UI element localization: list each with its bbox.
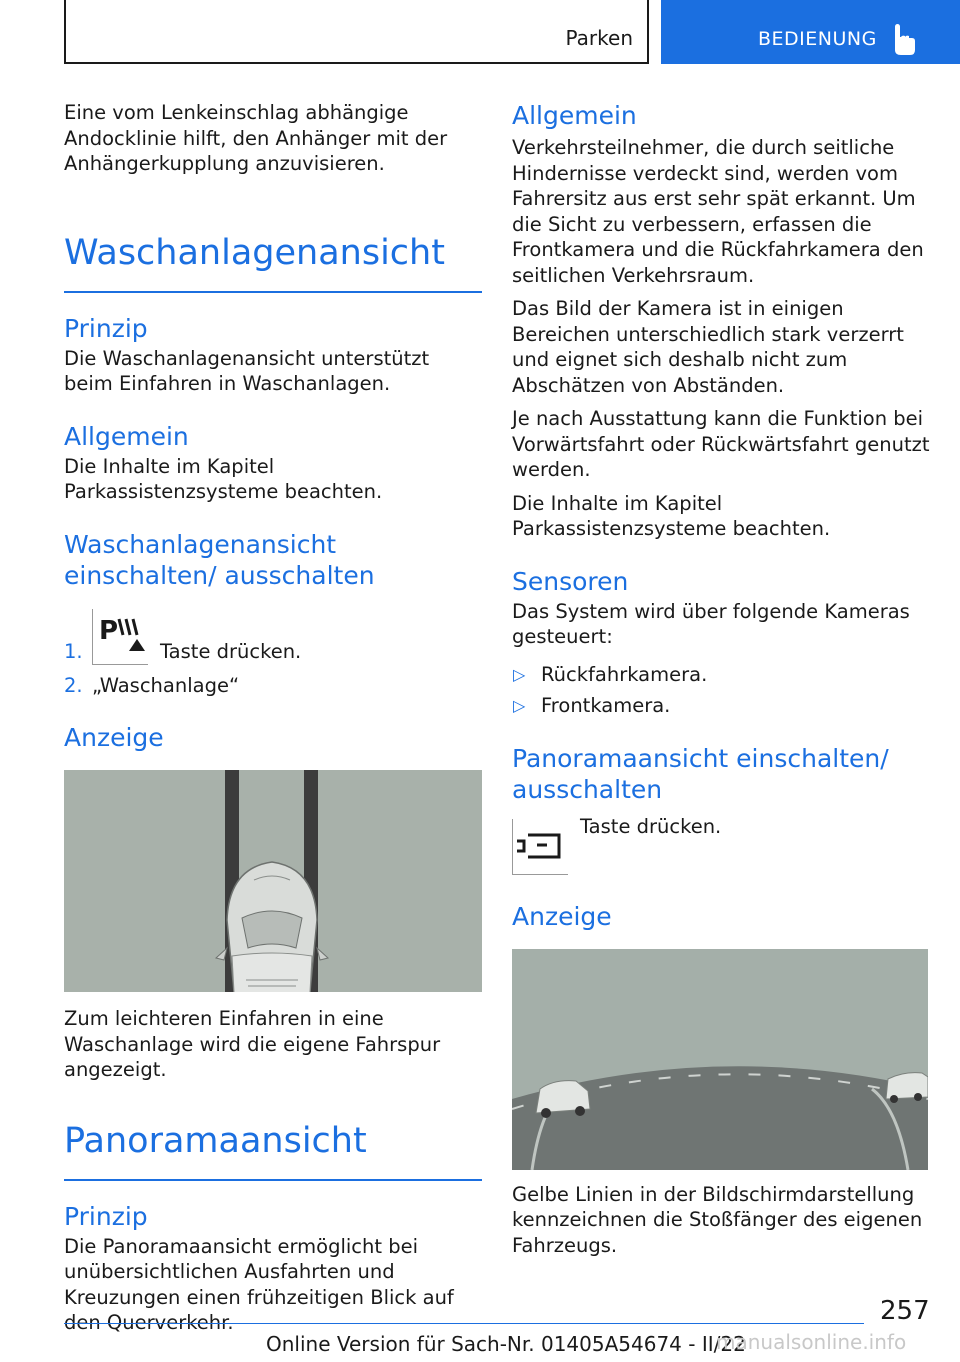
header-section-box xyxy=(661,0,960,64)
toggle-instruction xyxy=(512,814,930,875)
parking-assist-button-icon xyxy=(92,609,148,665)
arrow-bullet-icon: ▷ xyxy=(513,696,526,715)
panorama-view-image xyxy=(512,949,928,1170)
general-paragraph: Je nach Ausstattung kann die Funktion bei Vorwärtsfahrt oder Rückwärtsfahrt genutzt werden. xyxy=(512,407,930,481)
wash-toggle-heading: Waschanlagenansicht einschalten/ ausschalten xyxy=(64,529,375,590)
title-rule xyxy=(64,1179,482,1181)
step-1 xyxy=(64,609,482,665)
panorama-principle-heading: Prinzip xyxy=(64,1201,148,1231)
list-item xyxy=(512,662,930,688)
header-section: BEDIENUNG xyxy=(758,28,877,50)
svg-text:P: P xyxy=(99,615,119,646)
pointing-hand-icon xyxy=(893,24,917,60)
panorama-view-button-icon xyxy=(512,819,568,875)
sensors-heading: Sensoren xyxy=(512,566,629,596)
general-paragraph: Verkehrsteilnehmer, die durch seitliche Hindernisse verdeckt sind, werden vom Fahrersitz aus erst sehr spät erkannt. Um die Sicht zu verbessern, erfassen die Frontkamera und die Rückfahrkamera den seitlichen Verkehrsraum. xyxy=(512,136,924,287)
wash-display-heading: Anzeige xyxy=(64,723,164,752)
panorama-display-heading: Anzeige xyxy=(512,901,612,931)
step-number: 2. xyxy=(64,673,83,697)
intro-paragraph: Eine vom Lenkeinschlag abhängige Andocklinie hilft, den Anhänger mit der Anhängerkupplung anzuvisieren. xyxy=(64,101,448,175)
general-paragraph: Das Bild der Kamera ist in einigen Bereichen unterschiedlich stark verzerrt und eignet sich deshalb nicht zum Abschätzen von Abständen. xyxy=(512,297,904,397)
wash-view-image xyxy=(64,770,482,992)
wash-principle-text: Die Waschanlagenansicht unterstützt beim Einfahren in Waschanlagen. xyxy=(64,346,430,395)
wash-view-title: Waschanlagenansicht xyxy=(64,232,445,273)
list-item xyxy=(512,693,930,719)
general-paragraph: Die Inhalte im Kapitel Parkassistenzsysteme beachten. xyxy=(512,491,831,540)
wash-caption: Zum leichteren Einfahren in eine Waschanlage wird die eigene Fahrspur angezeigt. xyxy=(64,1007,441,1081)
online-version-text: Online Version für Sach-Nr. 01405A54674 - II/22 xyxy=(266,1332,746,1356)
panorama-toggle-heading: Panoramaansicht einschalten/ ausschalten xyxy=(512,743,889,804)
step-2 xyxy=(64,673,482,699)
sensors-text: Das System wird über folgende Kameras gesteuert: xyxy=(512,599,910,648)
step-text: „Waschanlage“ xyxy=(92,673,240,697)
general-heading: Allgemein xyxy=(512,101,637,130)
title-rule xyxy=(64,291,482,293)
header-chapter: Parken xyxy=(565,26,633,50)
watermark: manualsonline.info xyxy=(716,1330,907,1354)
step-text: Taste drücken. xyxy=(160,640,302,663)
left-column xyxy=(64,100,482,1336)
wash-general-heading: Allgemein xyxy=(64,421,189,451)
wash-principle-heading: Prinzip xyxy=(64,313,148,343)
panorama-caption: Gelbe Linien in der Bildschirmdarstellung kennzeichnen die Stoßfänger des eigenen Fahrzeugs. xyxy=(512,1182,923,1257)
toggle-text: Taste drücken. xyxy=(580,814,722,838)
right-column xyxy=(512,100,930,1258)
wash-general-text: Die Inhalte im Kapitel Parkassistenzsysteme beachten. xyxy=(64,454,383,503)
step-number: 1. xyxy=(64,640,83,663)
list-item-text: Frontkamera. xyxy=(541,694,671,717)
arrow-bullet-icon: ▷ xyxy=(513,664,526,684)
panorama-title: Panoramaansicht xyxy=(64,1120,367,1161)
page-number: 257 xyxy=(880,1296,930,1326)
panorama-principle-text: Die Panoramaansicht ermöglicht bei unübersichtlichen Ausfahrten und Kreuzungen einen frühzeitigen Blick auf den Querverkehr. xyxy=(64,1234,454,1334)
header-chapter-box xyxy=(64,0,649,64)
footer-rule xyxy=(64,1323,864,1324)
list-item-text: Rückfahrkamera. xyxy=(541,662,708,686)
